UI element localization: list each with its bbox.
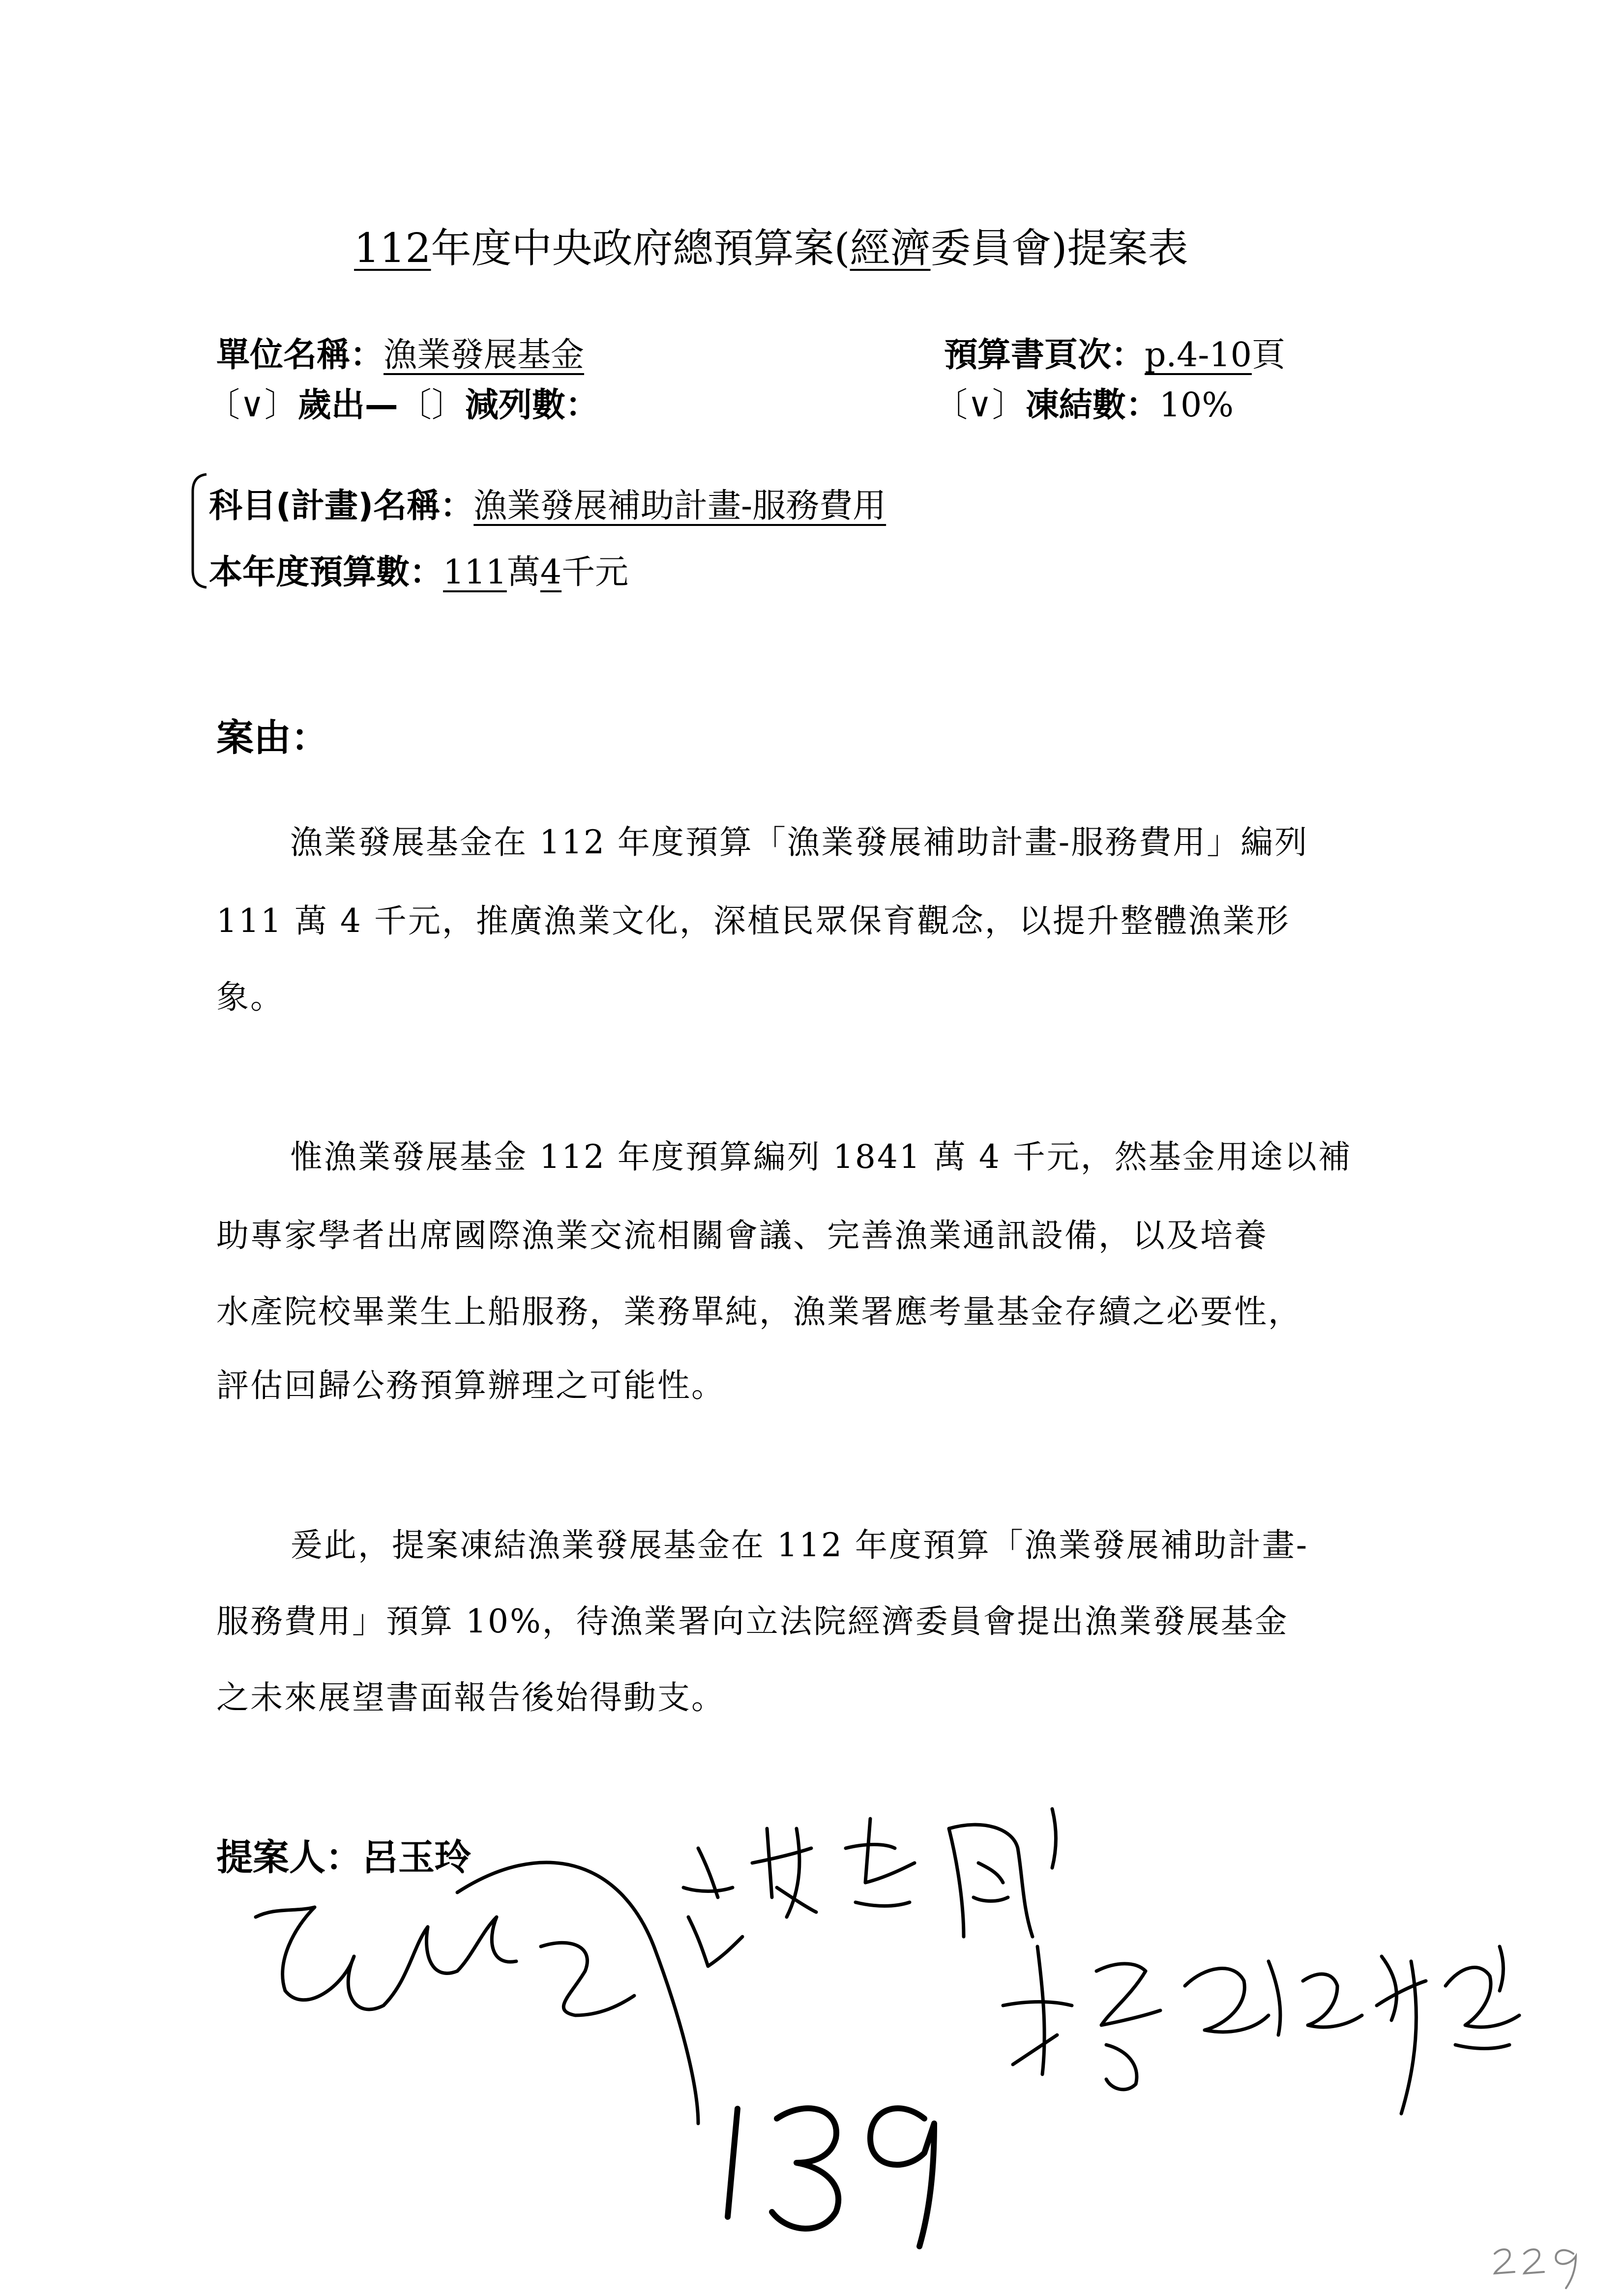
budget-wan-value: 111 [443,553,507,592]
budget-wan-unit: 萬 [506,553,540,592]
paragraph-2-line-3: 水產院校畢業生上船服務，業務單純，漁業署應考量基金存續之必要性， [216,1293,1302,1331]
title-committee: 經濟 [850,225,931,272]
budget-page-row [944,328,1285,376]
handwritten-number-139-drawing [728,2108,934,2246]
paragraph-3-line-3: 之未來展望書面報告後始得動支。 [216,1679,725,1716]
budget-qian-unit: 千元 [561,553,629,592]
freeze-label: 凍結數： [1025,386,1159,425]
handwritten-number [723,2114,732,2119]
budget-page-value: p.4-10 [1145,336,1252,375]
subject-name-row [209,479,886,527]
paragraph-3-line-1: 爰此，提案凍結漁業發展基金在 112 年度預算「漁業發展補助計畫- [290,1526,1309,1564]
expense-checkbox: 〔∨〕 [207,386,298,425]
unit-row [216,328,584,376]
subject-name-value: 漁業發展補助計畫-服務費用 [473,487,886,525]
reduce-checkbox: 〔〕 [398,386,465,425]
proposer-label: 提案人： [216,1836,362,1879]
unit-value: 漁業發展基金 [384,336,585,375]
budget-qian-value: 4 [540,553,562,592]
title-year: 112 [354,225,431,272]
paragraph-1-line-3: 象。 [216,978,284,1016]
annual-budget-label: 本年度預算數： [209,553,443,592]
paragraph-3-line-2: 服務費用」預算 10%，待漁業署向立法院經濟委員會提出漁業發展基金 [216,1602,1289,1640]
paragraph-1-line-1: 漁業發展基金在 112 年度預算「漁業發展補助計畫-服務費用」編列 [290,823,1309,861]
reason-heading: 案由： [216,716,328,759]
page-number-mark [1495,2256,1504,2262]
annual-budget-row [209,546,628,593]
budget-page-label: 預算書頁次： [944,336,1145,375]
freeze-value: 10% [1159,386,1234,425]
title-mid: 年度中央政府總預算案( [431,225,850,272]
proposer-row [216,1829,471,1881]
proposer-name: 呂玉玲 [362,1836,471,1879]
paragraph-2-line-4: 評估回歸公務預算辦理之可能性。 [216,1366,725,1404]
freeze-checkbox: 〔∨〕 [934,386,1026,425]
title-end: 委員會)提案表 [930,225,1188,272]
paragraph-2-line-2: 助專家學者出席國際漁業交流相關會議、完善漁業通訊設備，以及培養 [216,1217,1268,1254]
freeze-row [934,378,1234,426]
document-title [354,216,1188,274]
subject-name-label: 科目(計畫)名稱： [209,487,474,525]
budget-page-suffix: 頁 [1251,336,1285,375]
expense-label: 歲出— [297,386,398,425]
unit-label: 單位名稱： [216,336,384,375]
page-mark-229-drawing [1495,2249,1576,2288]
paragraph-2-line-1: 惟漁業發展基金 112 年度預算編列 1841 萬 4 千元，然基金用途以補 [290,1138,1352,1176]
paragraph-1-line-2: 111 萬 4 千元，推廣漁業文化，深植民眾保育觀念，以提升整體漁業形 [216,902,1290,940]
expense-row [207,378,599,426]
reduce-label: 減列數： [465,386,599,425]
